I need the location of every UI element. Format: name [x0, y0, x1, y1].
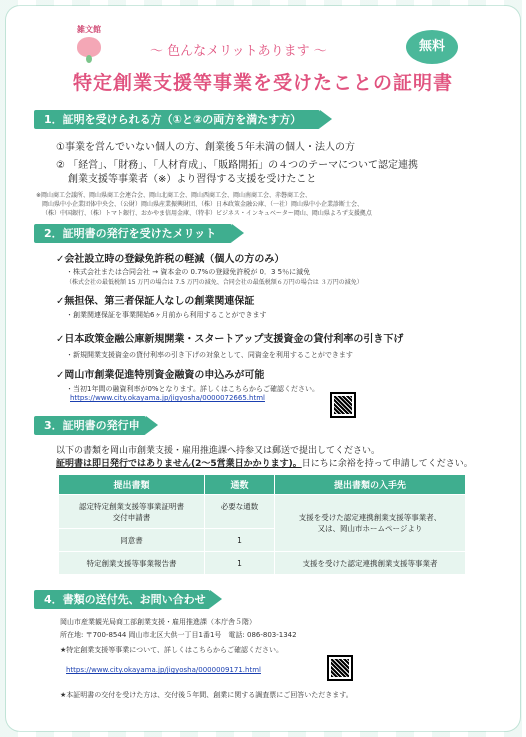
table-cell-count: 1	[205, 529, 275, 552]
logo	[74, 25, 104, 63]
table-cell-doc: 特定創業支援等事業報告書	[59, 552, 205, 575]
section-3-heading: 3．証明書の発行申請	[34, 416, 146, 435]
note-line-1: ※岡山商工会議所、岡山県商工会連合会、岡山北商工会、岡山西商工会、岡山南商工会、赤磐商工会、	[36, 192, 312, 199]
merit-3-title: ✓日本政策金融公庫新規開業・スタートアップ支援資金の貸付利率の引き下げ	[56, 334, 404, 345]
merit-2-detail: ・創業関連保証を事業開始6ヶ月前から利用することができます	[66, 311, 267, 319]
logo-text: 雑文館	[77, 25, 101, 34]
merit-3-detail: ・新規開業支援資金の貸付利率の引き下げの対象として、同資金を利用することができます	[66, 351, 353, 359]
section-2-heading: 2．証明書の発行を受けたメリット	[34, 224, 232, 243]
section-4-heading: 4．書類の送付先、お問い合わせ先	[34, 590, 210, 609]
merit-4-link[interactable]: https://www.city.okayama.jp/jigyosha/0000072665.html	[70, 394, 265, 402]
table-cell-doc: 同意書	[59, 529, 205, 552]
doc-line: 交付申請書	[112, 512, 151, 522]
contact-org: 岡山市産業観光局商工部創業支援・雇用推進課（本庁舎５階）	[60, 618, 256, 626]
eligibility-item-2a: ② 「経営」、「財務」、「人材育成」、「販路開拓」の４つのテーマについて認定連携	[56, 160, 418, 171]
table-header-row	[59, 475, 466, 495]
footer-note: ★本証明書の交付を受けた方は、交付後５年間、創業に関する調査票にご回答いただきます。	[60, 691, 353, 699]
section-1-heading: 1．証明を受けられる方（①と②の両方を満たす方）	[34, 110, 320, 129]
eligibility-item-1: ①事業を営んでいない個人の方、創業後５年未満の個人・法人の方	[56, 142, 355, 153]
more-info: ★特定創業支援等事業について、詳しくはこちらからご確認ください。	[60, 646, 283, 654]
leaf-icon	[86, 55, 92, 63]
eligibility-item-2b: 創業支援等事業者（※）より習得する支援を受けたこと	[68, 174, 317, 185]
free-badge: 無料	[406, 30, 458, 64]
table-row	[59, 552, 466, 575]
contact-address: 所在地: 〒700-8544 岡山市北区大供一丁目1番1号 電話: 086-803-1342	[60, 631, 297, 639]
col-source: 提出書類の入手先	[275, 475, 466, 495]
col-count: 通数	[205, 475, 275, 495]
merit-2-title: ✓無担保、第三者保証人なしの創業関連保証	[56, 296, 255, 307]
source-line: 又は、岡山市ホームページより	[317, 524, 423, 533]
merit-4-detail: ・当初1年間の融資利率が0%となります。詳しくはこちらからご確認ください。	[66, 385, 319, 393]
documents-table	[58, 474, 466, 575]
table-cell-source	[275, 495, 466, 552]
flower-icon	[77, 37, 101, 57]
table-row	[59, 495, 466, 529]
table-cell-source: 支援を受けた認定連携創業支援等事業者	[275, 552, 466, 575]
contact-link[interactable]: https://www.city.okayama.jp/jigyosha/0000009171.html	[66, 666, 261, 674]
apply-instructions: 以下の書類を岡山市創業支援・雇用推進課へ持参又は郵送で提出してください。	[56, 446, 381, 456]
table-cell-doc	[59, 495, 205, 529]
apply-note	[56, 456, 473, 469]
qr-code-icon	[330, 392, 356, 418]
note-line-2: 岡山県中小企業団体中央会、（公財）岡山県産業振興財団、（株）日本政策金融公庫、（一社）岡山県中小企業診断士会、	[42, 201, 364, 208]
merit-1-title: ✓会社設立時の登録免許税の軽減（個人の方のみ）	[56, 254, 285, 265]
note-line-3: （株）中国銀行、（株）トマト銀行、おかやま信用金庫、（特非）ビジネス・インキュベーター岡山、岡山県よろず支援拠点	[42, 210, 372, 217]
merit-1-detail-a: ・株式会社または合同会社 → 資本金の 0.7%の登録免許税が 0．3 5％に減免	[66, 268, 311, 276]
table-cell-count: 必要な通数	[205, 495, 275, 529]
qr-code-icon	[327, 655, 353, 681]
merit-1-detail-b: （株式会社の最低税額 15 万円の場合は 7.5 万円の減免、合同会社の最低税額６万円の場合は ３万円の減免）	[66, 279, 363, 286]
issue-time-warning: 証明書は即日発行ではありません(2～5営業日かかります)。	[56, 459, 302, 469]
apply-note-rest: 日にちに余裕を持って申請してください。	[301, 459, 473, 469]
page-title: 特定創業支援等事業を受けたことの証明書	[72, 72, 453, 94]
doc-line: 認定特定創業支援等事業証明書	[79, 501, 184, 511]
col-doc: 提出書類	[59, 475, 205, 495]
merit-4-title: ✓岡山市創業促進特別資金融資の申込みが可能	[56, 370, 265, 381]
tagline: ～ 色んなメリットあります ～	[150, 44, 327, 59]
source-line: 支援を受けた認定連携創業支援等事業者、	[298, 513, 442, 522]
table-cell-count: 1	[205, 552, 275, 575]
